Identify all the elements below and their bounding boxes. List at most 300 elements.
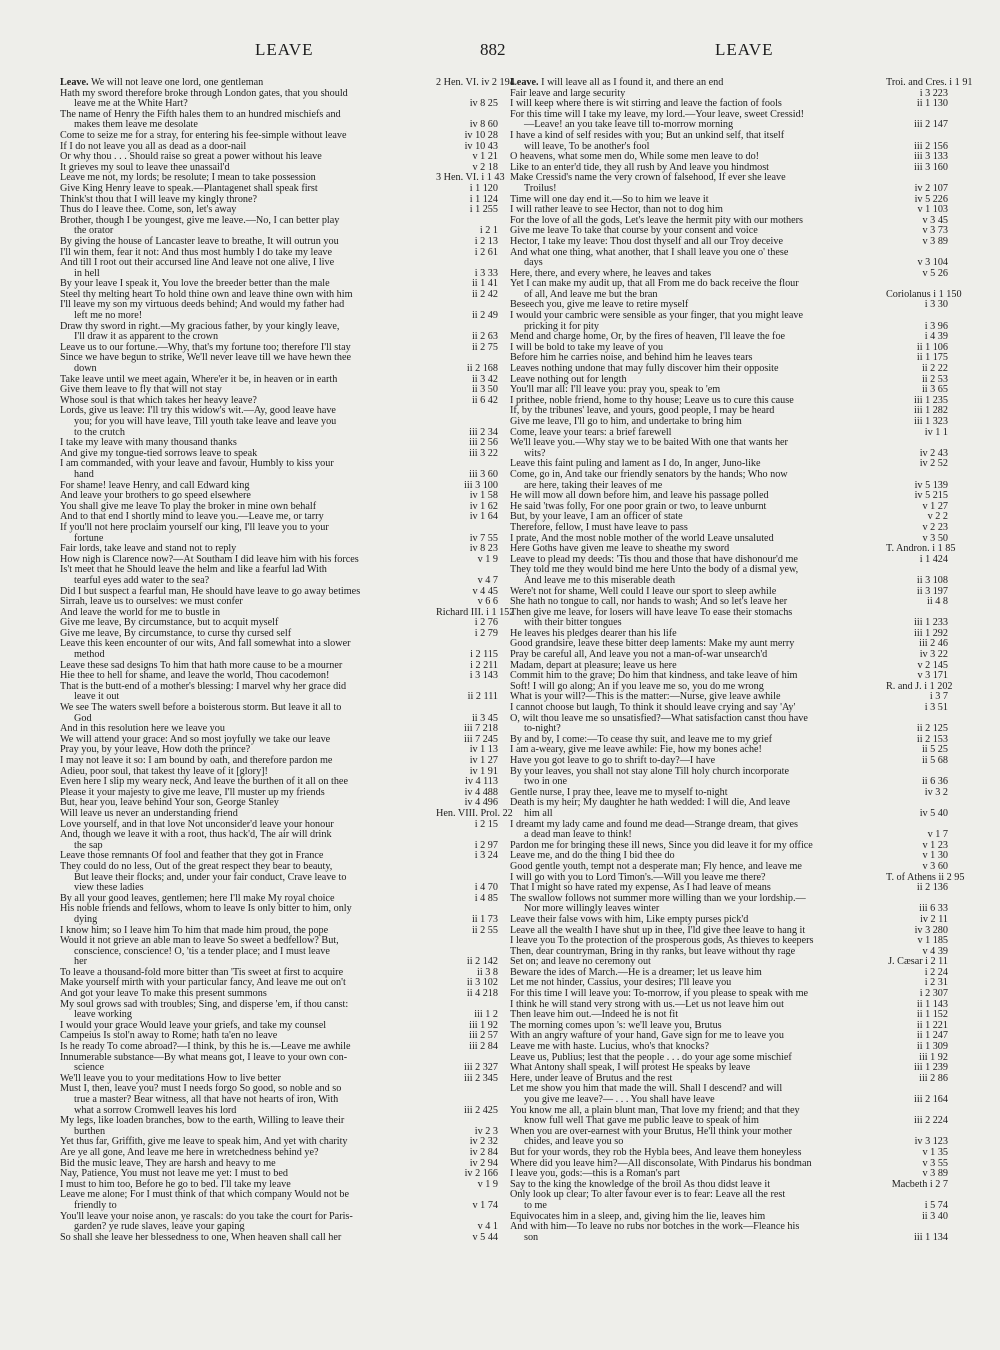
quotation-text: conscience, conscience! O, 'tis a tender place; and I must leave [74,945,330,957]
quotation-text: You know me all, a plain blunt man, That love my friend; and that they [510,1104,800,1116]
quotation-text: For shame! leave Henry, and call Edward king [60,479,250,491]
play-reference: iii 3 133 [886,152,948,163]
quotation-text: makes them leave me desolate [74,119,198,131]
play-reference: iii 2 56 [436,438,498,449]
play-reference: iv 2 107 [886,184,948,195]
quotation-text: Please it your majesty to give me leave, I'll muster up my friends [60,786,325,798]
play-reference: iv 1 58 [436,491,498,502]
concordance-line [510,1222,948,1233]
concordance-line [60,470,498,481]
quotation-text: Where did you leave him?—All disconsolate, With Pindarus his bondman [510,1157,812,1169]
quotation-text: His noble friends and fellows, whom to leave Is only bitter to him, only [60,903,352,915]
quotation-text: I dreamt my lady came and found me dead—Strange dream, that gives [510,818,798,830]
play-reference: iv 1 64 [436,512,498,523]
quotation-text: Before him he carries noise, and behind him he leaves tears [510,352,753,364]
quotation-text: son [524,1231,539,1243]
play-reference: v 4 39 [886,947,948,958]
quotation-text: For this time will I take my leave, my lord.—Your leave, sweet Cressid! [510,108,805,120]
play-reference: iv 4 488 [436,788,498,799]
quotation-text: him all [524,807,553,819]
quotation-text: By all your good leaves, gentlemen; here I'll make My royal choice [60,892,335,904]
quotation-text: Pray you, by your leave, How doth the prince? [60,744,251,756]
play-reference: i 2 97 [436,841,498,852]
quotation-text: Good grandsire, leave these bitter deep laments: Make my aunt merry [510,638,795,650]
quotation-text: And give my tongue-tied sorrows leave to speak [60,447,258,459]
play-reference: v 3 104 [886,258,948,269]
quotation-text: the orator [74,225,114,237]
quotation-text: leave it out [74,691,120,703]
quotation-text: Leave to plead my deeds: 'Tis thou and those that have dishonour'd me [510,553,798,565]
concordance-line [60,237,498,248]
quotation-text: Would it not grieve an able man to leave So sweet a bedfellow? But, [60,935,339,947]
quotation-text: Nor more willingly leaves winter [524,903,660,915]
quotation-text: So shall she leave her blessedness to one, When heaven shall call her [60,1231,342,1243]
quotation-text: Say to the king the knowledge of the broil As thou didst leave it [510,1178,771,1190]
quotation-text: pricking it for pity [524,320,599,332]
quotation-text: true a master? Bear witness, all that have not hearts of iron, With [74,1094,339,1105]
concordance-line [60,417,498,428]
concordance-line [60,756,498,767]
play-reference: ii 2 153 [886,735,948,746]
quotation-text: fortune [74,532,104,544]
play-reference: J. Cæsar i 2 11 [886,957,948,968]
quotation-text: Give me leave, By circumstance, but to acquit myself [60,617,279,629]
quotation-text: And got your leave To make this present summons [60,988,267,1000]
play-reference: iii 1 292 [886,629,948,640]
quotation-text: Nay, Patience, You must not leave me yet: I must to bed [60,1168,288,1180]
concordance-line [60,1116,498,1127]
play-reference: ii 1 143 [886,1000,948,1011]
concordance-line [510,1233,948,1244]
play-reference: R. and J. i 1 202 [886,680,953,692]
quotation-text: Death is my heir; My daughter he hath wedded: I will die, And leave [510,797,791,809]
play-reference: v 3 89 [886,237,948,248]
concordance-line [60,862,498,873]
quotation-text: Bid the music leave, They are harsh and heavy to me [60,1157,276,1169]
quotation-text: I leave you To the protection of the prosperous gods, As thieves to keepers [510,935,814,947]
play-reference: v 1 35 [886,1148,948,1159]
quotation-text: to-night? [524,723,561,735]
play-reference: v 2 2 [886,512,948,523]
quotation-text: leave working [74,1009,132,1021]
quotation-text: down [74,363,97,375]
play-reference: iv 2 3 [436,1127,498,1138]
quotation-text: Is't meet that he Should leave the helm and like a fearful lad With [60,564,327,576]
quotation-text: Leave. We will not leave one lord, one gentleman [60,77,264,88]
quotation-text: My soul grows sad with troubles; Sing, and disperse 'em, if thou canst: [60,998,349,1010]
quotation-text: Then, dear countryman, Bring in thy ranks, but leave without thy rage [510,945,796,957]
quotation-text: Draw thy sword in right.—My gracious father, by your kingly leave, [60,320,340,332]
quotation-text: What Antony shall speak, I will protest He speaks by leave [510,1062,751,1074]
quotation-text: We see The waters swell before a boisterous storm. But leave it all to [60,702,342,714]
quotation-text: to me [524,1199,547,1211]
play-reference: iv 5 226 [886,195,948,206]
concordance-line [60,1095,498,1106]
play-reference: i 4 70 [436,883,498,894]
play-reference: i 2 61 [436,248,498,259]
quotation-text: Beseech you, give me leave to retire myself [510,299,689,311]
concordance-line [60,523,498,534]
quotation-text: Let me not hinder, Cassius, your desires; I'll leave you [510,977,732,989]
play-reference: ii 2 125 [886,724,948,735]
quotation-text: —Leave! an you take leave till to-morrow morning [524,119,734,131]
quotation-text: will leave, To be another's fool [524,140,650,152]
play-reference: ii 5 25 [886,745,948,756]
play-reference: ii 6 36 [886,777,948,788]
play-reference: Macbeth i 2 7 [886,1180,948,1191]
quotation-text: Love yourself, and in that love Not unconsider'd leave your honour [60,818,334,830]
concordance-line [60,576,498,587]
quotation-text: If you'll not here proclaim yourself our king, I'll leave you to your [60,521,329,533]
play-reference: ii 2 55 [436,926,498,937]
quotation-text: I leave you, gods:—this is a Roman's part [510,1168,680,1180]
play-reference: v 3 171 [886,671,948,682]
play-reference: ii 2 42 [436,290,498,301]
play-reference: iii 3 22 [436,449,498,460]
quotation-text: Leave me not, my lords; be resolute; I mean to take possession [60,172,316,184]
quotation-text: And leave your brothers to go speed elsewhere [60,490,251,502]
play-reference: ii 2 111 [436,692,498,703]
quotation-text: I will keep where there is wit stirring and leave the faction of fools [510,98,782,110]
play-reference: iv 1 1 [886,428,948,439]
quotation-text: Leave. I will leave all as I found it, and there an end [510,77,724,88]
quotation-text: O, wilt thou leave me so unsatisfied?—What satisfaction canst thou have [510,712,808,724]
quotation-text: Leave me, and do the thing I bid thee do [510,850,675,862]
quotation-text: science [74,1062,104,1074]
concordance-line [60,1148,498,1159]
play-reference: i 5 74 [886,1201,948,1212]
quotation-text: And in this resolution here we leave you [60,723,225,735]
quotation-text: By and by, I come:—To cease thy suit, and leave me to my grief [510,733,773,745]
play-reference: v 1 9 [436,1180,498,1191]
quotation-text: We will attend your grace: And so most joyfully we take our leave [60,733,331,745]
quotation-text: know full well That gave me public leave to speak of him [524,1115,759,1127]
concordance-line [60,1201,498,1212]
concordance-line [60,830,498,841]
play-reference: v 1 9 [436,555,498,566]
concordance-line [60,1233,498,1244]
quotation-text: hand [74,468,94,480]
play-reference: i 3 7 [886,692,948,703]
concordance-line [510,1190,948,1201]
play-reference: i 3 30 [886,300,948,311]
play-reference: ii 3 50 [436,385,498,396]
quotation-text: Soft! I will go along; An if you leave me so, you do me wrong [510,680,764,692]
play-reference: i 3 143 [436,671,498,682]
quotation-text: I am a-weary, give me leave awhile: Fie, how my bones ache! [510,744,762,756]
quotation-text: I prate, And the most noble mother of the world Leave unsaluted [510,532,774,544]
play-reference: ii 1 175 [886,353,948,364]
play-reference: v 5 44 [436,1233,498,1244]
concordance-line [60,915,498,926]
quotation-text: Yet I can make my audit up, that all From me do back receive the flour [510,278,799,290]
quotation-text: Here, under leave of Brutus and the rest [510,1072,673,1084]
play-reference: ii 2 75 [436,343,498,354]
quotation-text: dying [74,913,98,925]
quotation-text: Leave these sad designs To him that hath more cause to be a mourner [60,659,343,671]
concordance-line [510,438,948,449]
quotation-text: Even here I slip my weary neck, And leave the burthen of it all on thee [60,776,348,788]
concordance-line [510,470,948,481]
play-reference: iii 1 92 [886,1053,948,1064]
quotation-text: You'll leave your noise anon, ye rascals: do you take the court for Paris- [60,1210,353,1222]
quotation-text: Leave me with haste. Lucius, who's that knocks? [510,1041,710,1053]
quotation-text: We'll leave you.—Why stay we to be baited With one that wants her [510,437,788,449]
quotation-text: Were't not for shame, Well could I leave our sport to sleep awhile [510,585,777,597]
running-head-left: LEAVE [255,40,314,59]
quotation-text: And with him—To leave no rubs nor botches in the work—Fleance his [510,1221,800,1233]
quotation-text: Hie thee to hell for shame, and leave the world, Thou cacodemon! [60,670,330,682]
quotation-text: you give me leave?— . . . You shall have leave [524,1094,715,1105]
concordance-line [510,523,948,534]
quotation-text: I will go with you to Lord Timon's.—Will you leave me there? [510,871,766,883]
play-reference: i 3 33 [436,269,498,280]
quotation-text: Yet thus far, Griffith, give me leave to speak him, And yet with charity [60,1136,348,1148]
quotation-text: With an angry wafture of your hand, Gave sign for me to leave you [510,1030,784,1042]
quotation-text: Leave this faint puling and lament as I do, In anger, Juno-like [510,458,761,470]
concordance-line [510,417,948,428]
play-reference: iv 2 94 [436,1159,498,1170]
quotation-text: And to that end I shortly mind to leave you.—Leave me, or tarry [60,511,324,523]
quotation-text: Did I but suspect a fearful man, He should have leave to go away betimes [60,585,361,597]
quotation-text: Madam, depart at pleasure; leave us here [510,659,677,671]
quotation-text: Give them leave to fly that will not stay [60,384,222,396]
quotation-text: We'll leave you to your meditations How to live better [60,1072,281,1084]
play-reference: ii 4 8 [886,597,948,608]
quotation-text: I must to him too, Before he go to bed. I'll take my leave [60,1178,291,1190]
play-reference: ii 1 130 [886,99,948,110]
quotation-text: He leaves his pledges dearer than his life [510,627,677,639]
play-reference: v 3 55 [886,1159,948,1170]
play-reference: v 6 6 [436,597,498,608]
quotation-text: Must I, then, leave you? must I needs forgo So good, so noble and so [60,1083,342,1095]
quotation-text: I know him; so I leave him To him that made him proud, the pope [60,924,329,936]
quotation-text: By giving the house of Lancaster leave to breathe, It will outrun you [60,235,339,247]
concordance-line [510,809,948,820]
quotation-text: And till I root out their accursed line And leave not one alive, I live [60,257,335,269]
headword: Leave. [60,77,89,88]
quotation-text: Give me leave, I'll go to him, and undertake to bring him [510,416,742,427]
play-reference: iii 3 160 [886,163,948,174]
quotation-text: of all, And leave me but the bran [524,288,658,300]
quotation-text: Sirrah, leave us to ourselves: we must confer [60,596,243,608]
play-reference: iii 3 100 [436,481,498,492]
concordance-line [60,904,498,915]
quotation-text: I will be bold to take my leave of you [510,341,664,353]
play-reference: Hen. VIII. Prol. 22 [436,807,513,819]
play-reference: iii 2 86 [886,1074,948,1085]
quotation-text: But, hear you, leave behind Your son, George Stanley [60,797,279,809]
quotation-text: Time will one day end it.—So to him we leave it [510,193,709,205]
quotation-text: in hell [74,267,100,279]
quotation-text: Make yourself mirth with your particular fancy, And leave me out on't [60,977,346,989]
quotation-text: God [74,712,92,724]
concordance-line [510,1095,948,1106]
quotation-text: I am commanded, with your leave and favour, Humbly to kiss your [60,458,334,470]
quotation-text: And leave the world for me to bustle in [60,606,221,618]
play-reference: v 1 30 [886,851,948,862]
play-reference: ii 3 40 [886,1212,948,1223]
quotation-text: left me no more! [74,310,143,322]
quotation-text: Hector, I take my leave: Thou dost thyself and all our Troy deceive [510,235,783,247]
play-reference: ii 1 247 [886,1031,948,1042]
play-reference: iii 2 34 [436,428,498,439]
quotation-text: chides, and leave you so [524,1136,624,1148]
quotation-text: I have a kind of self resides with you; But an unkind self, that itself [510,129,785,141]
page-number: 882 [480,40,506,59]
quotation-text: Campeius Is stol'n away to Rome; hath ta'en no leave [60,1030,278,1042]
quotation-text: Give King Henry leave to speak.—Plantagenet shall speak first [60,182,318,194]
play-reference: Richard III. i 1 152 [436,606,515,618]
play-reference: ii 2 63 [436,332,498,343]
play-reference: i 3 51 [886,703,948,714]
play-reference: i 2 1 [436,226,498,237]
play-reference: iv 3 280 [886,926,948,937]
play-reference: ii 2 22 [886,364,948,375]
quotation-text: Come, go in, And take our friendly senators by the hands; Who now [510,468,788,480]
quotation-text: But leave their flocks; and, under your fair conduct, Crave leave to [74,871,347,883]
quotation-text: Leave all the wealth I have shut up in thee, I'ld give thee leave to hang it [510,924,806,936]
quotation-text: My legs, like loaden branches, bow to the earth, Willing to leave their [60,1115,345,1127]
play-reference: ii 2 53 [886,375,948,386]
quotation-text: Only look up clear; To alter favour ever is to fear: Leave all the rest [510,1189,786,1201]
headword: Leave. [510,77,539,88]
quotation-text: I take my leave with many thousand thanks [60,437,237,449]
quotation-text: the sap [74,839,103,851]
play-reference: iv 1 13 [436,745,498,756]
quotation-text: Give me leave To take that course by your consent and voice [510,225,758,237]
play-reference: ii 3 42 [436,375,498,386]
quotation-text: view these ladies [74,882,144,894]
quotation-text: leave me at the White Hart? [74,98,188,110]
concordance-line [510,184,948,195]
concordance-line [60,459,498,470]
play-reference: ii 3 65 [886,385,948,396]
quotation-text: Then give me leave, for losers will have leave To ease their stomachs [510,606,793,618]
concordance-line [60,131,498,142]
quotation-text: Leave us to our fortune.—Why, that's my fortune too; therefore I'll stay [60,341,351,353]
concordance-line [60,77,515,89]
quotation-text: The morning comes upon 's: we'll leave you, Brutus [510,1019,722,1031]
concordance-line [60,1190,498,1201]
quotation-text: Leave me alone; For I must think of that which company Would not be [60,1189,349,1201]
quotation-text: O heavens, what some men do, While some men leave to do! [510,151,760,163]
concordance-line [510,248,948,259]
play-reference: v 1 74 [436,1201,498,1212]
play-reference: i 2 76 [436,618,498,629]
play-reference: iii 1 134 [886,1233,948,1244]
quotation-text: Make Cressid's name the very crown of falsehood, If ever she leave [510,172,786,184]
play-reference: iii 1 2 [436,1010,498,1021]
play-reference: iii 2 345 [436,1074,498,1085]
quotation-text: with their bitter tongues [524,617,622,629]
quotation-text: Then leave him out.—Indeed he is not fit [510,1009,679,1021]
quotation-text: I may not leave it so: I am bound by oath, and therefore pardon me [60,755,333,766]
play-reference: iii 2 164 [886,1095,948,1106]
play-reference: v 1 21 [436,152,498,163]
play-reference: iii 7 218 [436,724,498,735]
play-reference: ii 1 41 [436,279,498,290]
play-reference: v 5 26 [886,269,948,280]
play-reference: iii 7 245 [436,735,498,746]
play-reference: iii 2 147 [886,120,948,131]
concordance-line [510,756,948,767]
quotation-text: Mend and charge home, Or, by the fires of heaven, I'll leave the foe [510,331,786,343]
concordance-column-right [510,77,973,1243]
quotation-text: to the crutch [74,426,125,438]
quotation-text: Thus do I leave thee. Come, son, let's away [60,204,237,216]
concordance-line [510,862,948,873]
quotation-text: Like to an enter'd tide, they all rush by And leave you hindmost [510,161,770,173]
quotation-text: Steel thy melting heart To hold thine own and leave thine own with him [60,288,353,300]
quotation-text: She hath no tongue to call, nor hands to wash; And so let's leave her [510,596,788,608]
play-reference: iv 2 52 [886,459,948,470]
play-reference: iv 8 60 [436,120,498,131]
play-reference: v 3 89 [886,1169,948,1180]
quotation-text: two in one [524,776,568,788]
play-reference: iv 2 32 [436,1137,498,1148]
quotation-text: And what one thing, what another, that I shall leave you one o' these [510,246,789,258]
quotation-text: Since we have begun to strike, We'll never leave till we have hewn thee [60,352,352,364]
play-reference: v 1 7 [886,830,948,841]
play-reference: v 2 23 [886,523,948,534]
quotation-text: Leave this keen encounter of our wits, And fall somewhat into a slower [60,638,351,650]
quotation-text: And, though we leave it with a root, thus hack'd, The air will drink [60,829,332,841]
quotation-text: Set on; and leave no ceremony out [510,956,651,968]
quotation-text: Have you got leave to go to shrift to-day?—I have [510,755,716,766]
quotation-text: I would your cambric were sensible as your finger, that you might leave [510,310,803,322]
quotation-text: I'll win them, fear it not: And thus most humbly I do take my leave [60,246,333,258]
quotation-text: Therefore, fellow, I must have leave to pass [510,521,688,533]
play-reference: ii 4 218 [436,989,498,1000]
play-reference: ii 3 108 [886,576,948,587]
play-reference: i 2 211 [436,661,498,672]
play-reference: ii 1 73 [436,915,498,926]
play-reference: iv 2 11 [886,915,948,926]
quotation-text: Pray be careful all, And leave you not a man-of-war unsearch'd [510,649,768,661]
play-reference: iv 2 84 [436,1148,498,1159]
quotation-text: I think he will stand very strong with us.—Let us not leave him out [510,998,784,1010]
quotation-text: When you are over-earnest with your Brutus, He'll think your mother [510,1125,792,1137]
play-reference: i 2 31 [886,978,948,989]
play-reference: iv 3 2 [886,788,948,799]
quotation-text: Will leave us never an understanding friend [60,807,238,819]
play-reference: iv 10 43 [436,142,498,153]
quotation-text: Hath my sword therefore broke through London gates, that you should [60,87,348,99]
concordance-line [60,639,498,650]
quotation-text: burthen [74,1125,106,1137]
concordance-line [510,131,948,142]
play-reference: iv 8 23 [436,544,498,555]
quotation-text: That I might so have rated my expense, As I had leave of means [510,882,771,894]
play-reference: i 2 79 [436,629,498,640]
quotation-text: Come, leave your tears: a brief farewell [510,426,672,438]
play-reference: iii 2 84 [436,1042,498,1053]
quotation-text: How nigh is Clarence now?—At Southam I did leave him with his forces [60,553,359,565]
play-reference: iv 4 113 [436,777,498,788]
play-reference: T. of Athens ii 2 95 [886,871,965,883]
quotation-text: But, by your leave, I am an officer of state [510,511,683,523]
quotation-text: Fair lords, take leave and stand not to reply [60,543,237,555]
quotation-text: Leave their false vows with him, Like empty purses pick'd [510,913,749,925]
play-reference: iii 2 57 [436,1031,498,1042]
quotation-text: I'll draw it as apparent to the crown [74,331,219,343]
quotation-text: friendly to [74,1199,117,1211]
quotation-text: It grieves my soul to leave thee unassail'd [60,161,230,173]
play-reference: v 1 27 [886,502,948,513]
quotation-text: But for your words, they rob the Hybla bees, And leave them honeyless [510,1146,802,1158]
quotation-text: Adieu, poor soul, that takest thy leave of it [glory]! [60,765,268,777]
